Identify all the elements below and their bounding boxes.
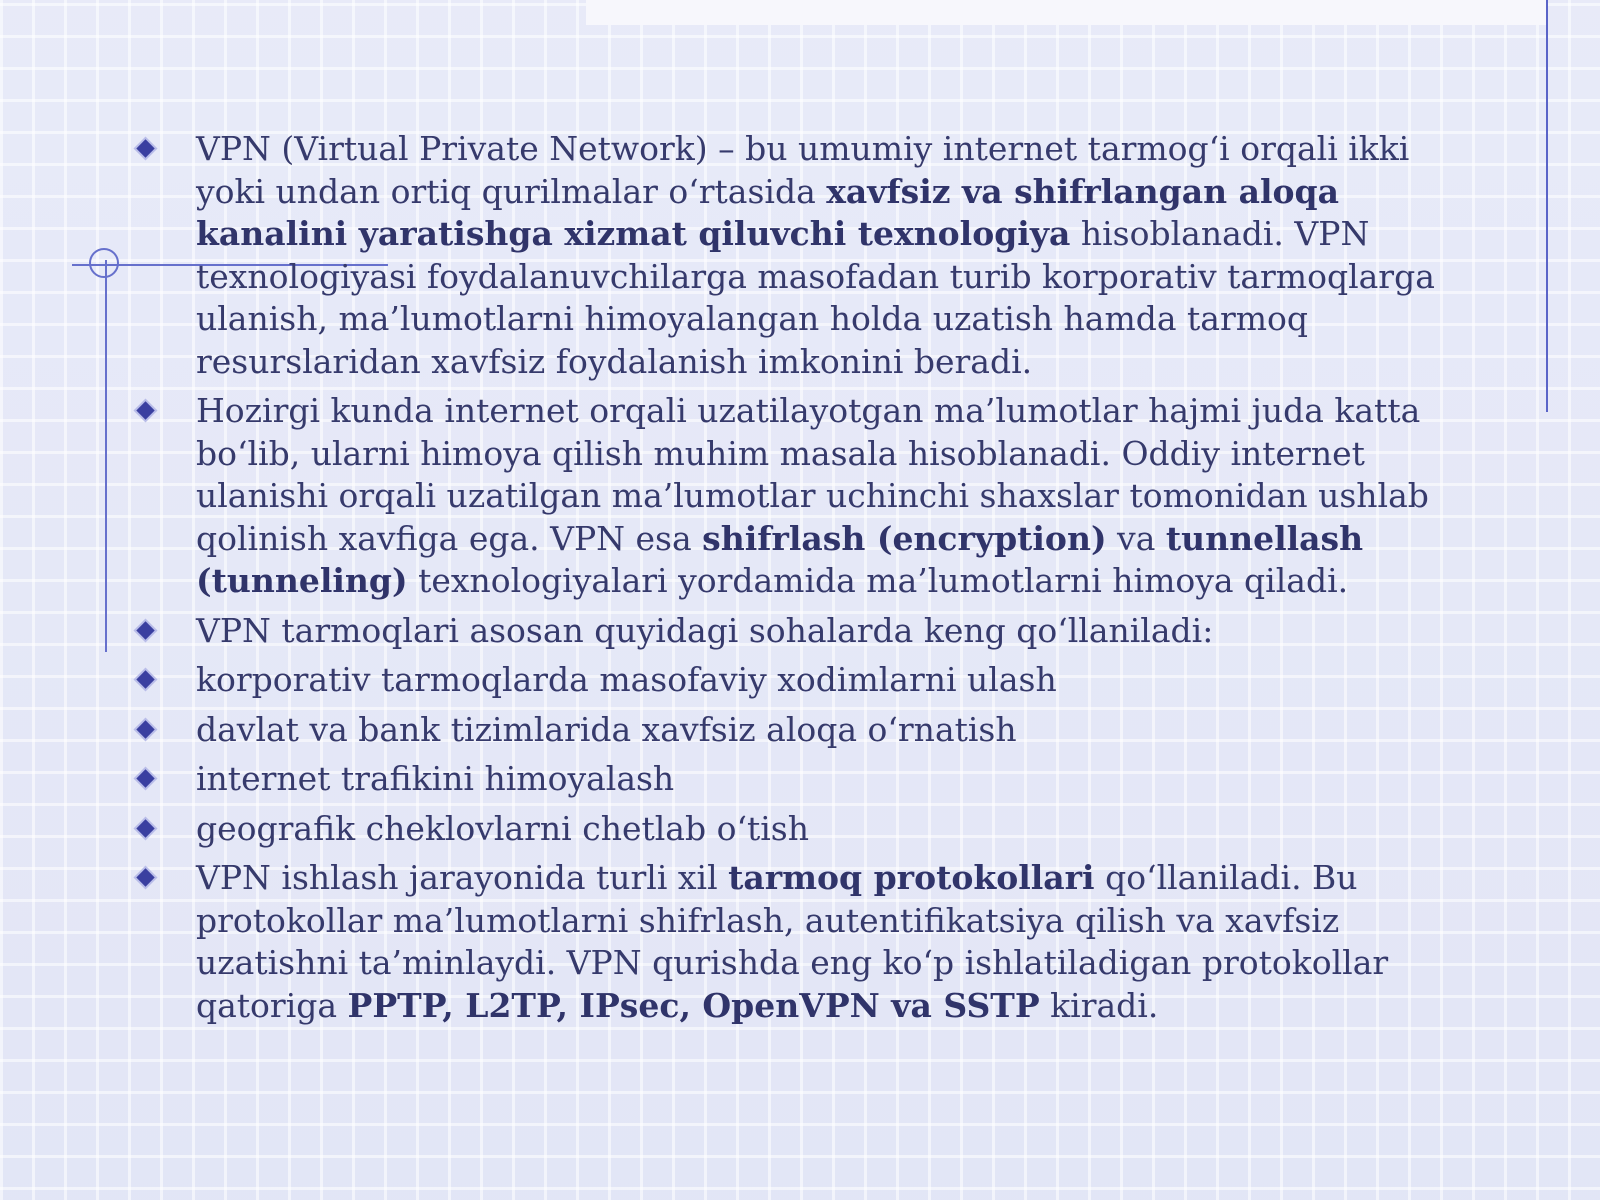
bullet-bold-text: PPTP, L2TP, IPsec, OpenVPN va SSTP [347, 985, 1040, 1025]
slide-content [136, 128, 1466, 1034]
bullet-item [136, 610, 1466, 653]
bullet-item [136, 808, 1466, 851]
bullet-item [136, 857, 1466, 1027]
bullet-item [136, 709, 1466, 752]
diamond-bullet-icon [136, 720, 154, 738]
bullet-text: davlat va bank tizimlarida xavfsiz aloqa o‘rnatish [196, 709, 1017, 749]
bullet-text: hisoblanadi. VPN texnologiyasi foydalanuvchilarga masofadan turib korporativ tarmoqlarga ulanish, ma’lumotlarni himoyalangan holda uzatish hamda tarmoq resurslaridan xavfsiz foydalanish imkonini beradi. [196, 214, 1435, 381]
bullet-text: internet trafikini himoyalash [196, 759, 675, 798]
bullet-text: VPN ishlash jarayonida turli xil [196, 858, 729, 897]
diamond-bullet-icon [136, 670, 154, 688]
diamond-bullet-icon [136, 769, 154, 787]
bullet-text: korporativ tarmoqlarda masofaviy xodimlarni ulash [196, 660, 1057, 699]
bullet-text: Hozirgi kunda internet orqali uzatilayotgan ma’lumotlar hajmi juda katta bo‘lib, ularni himoya qilish muhim masala hisoblanadi. Oddiy internet ulanishi orqali uzatilgan ma’lumotlar uchinchi shaxslar tomonidan ushlab qolinish xavfiga ega. VPN esa [196, 391, 1429, 558]
decorative-circle [89, 248, 119, 278]
bullet-bold-text: tarmoq protokollari [728, 858, 1095, 897]
bullet-text: texnologiyalari yordamida ma’lumotlarni himoya qiladi. [407, 561, 1349, 600]
bullet-item [136, 758, 1466, 801]
diamond-bullet-icon [136, 819, 154, 837]
bullet-bold-text: xavfsiz va shifrlangan aloqa kanalini yaratishga xizmat qiluvchi texnologiya [196, 171, 1339, 253]
bullet-text: qo‘llaniladi. Bu protokollar ma’lumotlarni shifrlash, autentifikatsiya qilish va xavfsiz uzatishni ta’minlaydi. VPN qurishda eng ko‘p ishlatiladigan protokollar qatoriga [196, 858, 1389, 1025]
diamond-bullet-icon [136, 868, 154, 886]
diamond-bullet-icon [136, 621, 154, 639]
bullet-bold-text: tunnellash (tunneling) [196, 518, 1364, 600]
bullet-text: va [1106, 518, 1166, 558]
diamond-bullet-icon [136, 139, 154, 157]
bullet-item [136, 390, 1466, 603]
bullet-text: geografik cheklovlarni chetlab o‘tish [196, 808, 809, 848]
decorative-top-band [586, 0, 1548, 25]
diamond-bullet-icon [136, 401, 154, 419]
decorative-right-line [1546, 0, 1548, 412]
bullet-text: VPN (Virtual Private Network) – bu umumiy internet tarmog‘i orqali ikki yoki undan ortiq qurilmalar o‘rtasida [196, 129, 1410, 211]
bullet-bold-text: shifrlash (encryption) [702, 518, 1107, 558]
bullet-item [136, 659, 1466, 702]
bullet-text: VPN tarmoqlari asosan quyidagi sohalarda keng qo‘llaniladi: [196, 610, 1214, 650]
decorative-left-line [105, 260, 107, 652]
bullet-item [136, 128, 1466, 383]
bullet-list [136, 128, 1466, 1027]
bullet-text: kiradi. [1039, 985, 1159, 1025]
